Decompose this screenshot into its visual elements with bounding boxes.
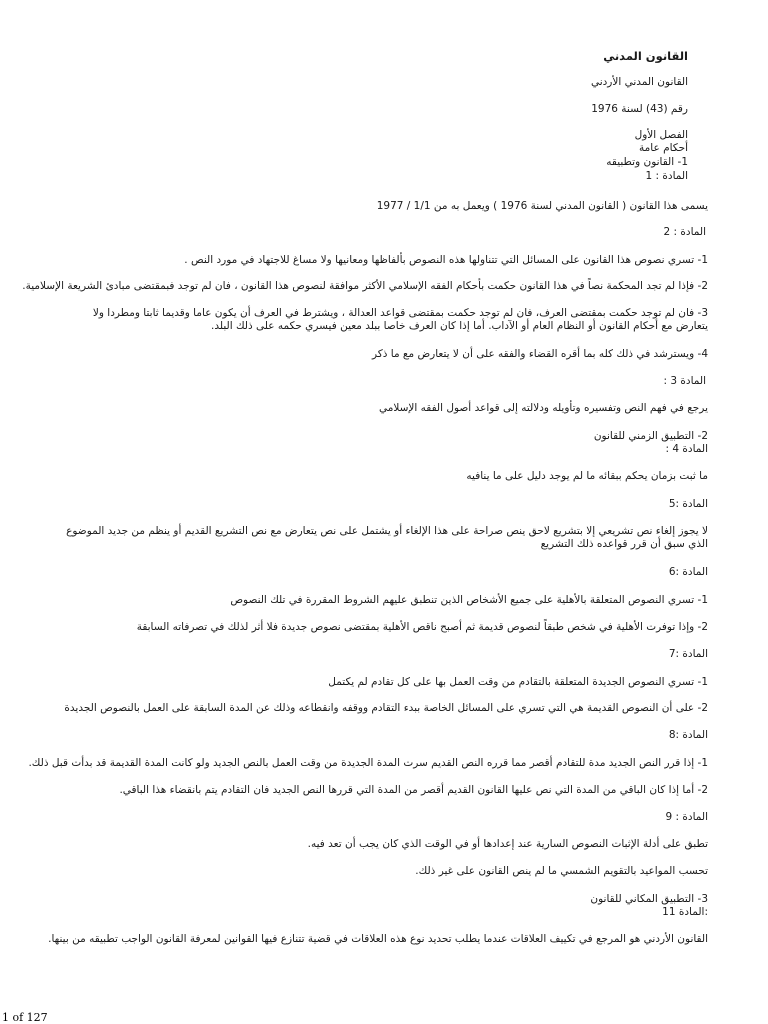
article-11-text: القانون الأردني هو المرجع في تكييف العلاقات عندما يطلب تحديد نوع هذه العلاقات في قضية تتنازع فيها القوانين لمعرفة القانون الواجب تطبيقه من بينها. — [48, 933, 708, 945]
article-2-heading: المادة : 2 — [663, 226, 706, 238]
article-7-heading: المادة :7 — [668, 648, 708, 660]
page-indicator: 1 of 127 — [2, 1011, 48, 1024]
law-number: رقم (43) لسنة 1976 — [591, 103, 688, 115]
article-1-text: يسمى هذا القانون ( القانون المدني لسنة 1976 ) ويعمل به من 1/1 / 1977 — [376, 200, 708, 212]
section-heading-3: 3- التطبيق المكاني للقانون — [590, 893, 708, 905]
article-8-heading: المادة :8 — [668, 729, 708, 741]
article-2-paragraph-4: 4- ويسترشد في ذلك كله بما أقره القضاء والفقه على أن لا يتعارض مع ما ذكر — [371, 348, 708, 360]
article-9-heading: المادة : 9 — [665, 811, 708, 823]
article-3-heading: المادة 3 : — [663, 375, 706, 387]
article-5-heading: المادة :5 — [668, 498, 708, 510]
article-11-heading: :المادة 11 — [662, 906, 708, 918]
document-title: القانون المدني — [603, 49, 688, 63]
article-6-paragraph-1: 1- تسري النصوص المتعلقة بالأهلية على جميع الأشخاص الذين تنطبق عليهم الشروط المقررة في تلك النصوص — [230, 594, 708, 606]
chapter-heading: الفصل الأول — [634, 129, 688, 141]
article-6-paragraph-2: 2- وإذا توفرت الأهلية في شخص طبقاً لنصوص قديمة ثم أصبح ناقص الأهلية بمقتضى نصوص جديدة فلا أثر لذلك في تصرفاته السابقة — [136, 621, 708, 633]
general-provisions-heading: أحكام عامة — [639, 142, 688, 154]
article-8-paragraph-1: 1- إذا قرر النص الجديد مدة للتقادم أقصر مما قرره النص القديم سرت المدة الجديدة من وقت العمل بالنص الجديد ولو كانت المدة القديمة قد بدأت قبل ذلك. — [28, 757, 708, 769]
article-6-heading: المادة :6 — [668, 566, 708, 578]
article-2-paragraph-3: 3- فان لم توجد حكمت بمقتضى العرف، فان لم توجد حكمت بمقتضى قواعد العدالة ، ويشترط في العرف أن يكون عاما وقديما ثابتا ومطردا ولا يتعارض مع أحكام القانون أو النظام العام أو الآداب. أما إذا كان العرف خاصا ببلد معين فيسري حكمه على ذلك البلد. — [92, 307, 708, 332]
article-3-text: يرجع في فهم النص وتفسيره وتأويله ودلالته إلى قواعد أصول الفقه الإسلامي — [378, 402, 708, 414]
article-10-text: تحسب المواعيد بالتقويم الشمسي ما لم ينص القانون على غير ذلك. — [415, 865, 708, 877]
article-7-paragraph-1: 1- تسري النصوص الجديدة المتعلقة بالتقادم من وقت العمل بها على كل تقادم لم يكتمل — [328, 676, 708, 688]
section-heading-1: 1- القانون وتطبيقه — [606, 156, 688, 168]
article-9-text: تطبق على أدلة الإثبات النصوص السارية عند إعدادها أو في الوقت الذي كان يجب أن تعد فيه. — [307, 838, 708, 850]
section-heading-2: 2- التطبيق الزمني للقانون — [593, 430, 708, 442]
article-2-paragraph-1: 1- تسري نصوص هذا القانون على المسائل التي تتناولها هذه النصوص بألفاظها ومعانيها ولا مساغ للاجتهاد في مورد النص . — [184, 254, 708, 266]
article-5-text: لا يجوز إلغاء نص تشريعي إلا بتشريع لاحق ينص صراحة على هذا الإلغاء أو يشتمل على نص يتعارض مع نص التشريع القديم أو ينظم من جديد الموضوع الذي سبق أن قرر قواعده ذلك التشريع — [66, 525, 708, 550]
article-1-heading: المادة : 1 — [645, 170, 688, 182]
document-subtitle: القانون المدني الأردني — [590, 76, 688, 88]
article-8-paragraph-2: 2- أما إذا كان الباقي من المدة التي نص عليها القانون القديم أقصر من المدة التي قررها النص الجديد فان التقادم يتم بانقضاء هذا الباقي. — [119, 784, 708, 796]
article-7-paragraph-2: 2- على أن النصوص القديمة هي التي تسري على المسائل الخاصة ببدء التقادم ووقفه وانقطاعه وذلك عن المدة السابقة على العمل بالنصوص الجديدة — [64, 702, 708, 714]
article-2-paragraph-2: 2- فإذا لم تجد المحكمة نصاً في هذا القانون حكمت بأحكام الفقه الإسلامي الأكثر موافقة لنصوص هذا القانون ، فان لم توجد فبمقتضى مبادئ الشريعة الإسلامية. — [22, 280, 708, 292]
article-4-text: ما ثبت بزمان يحكم ببقائه ما لم يوجد دليل على ما ينافيه — [466, 470, 708, 482]
article-4-heading: المادة 4 : — [665, 443, 708, 455]
